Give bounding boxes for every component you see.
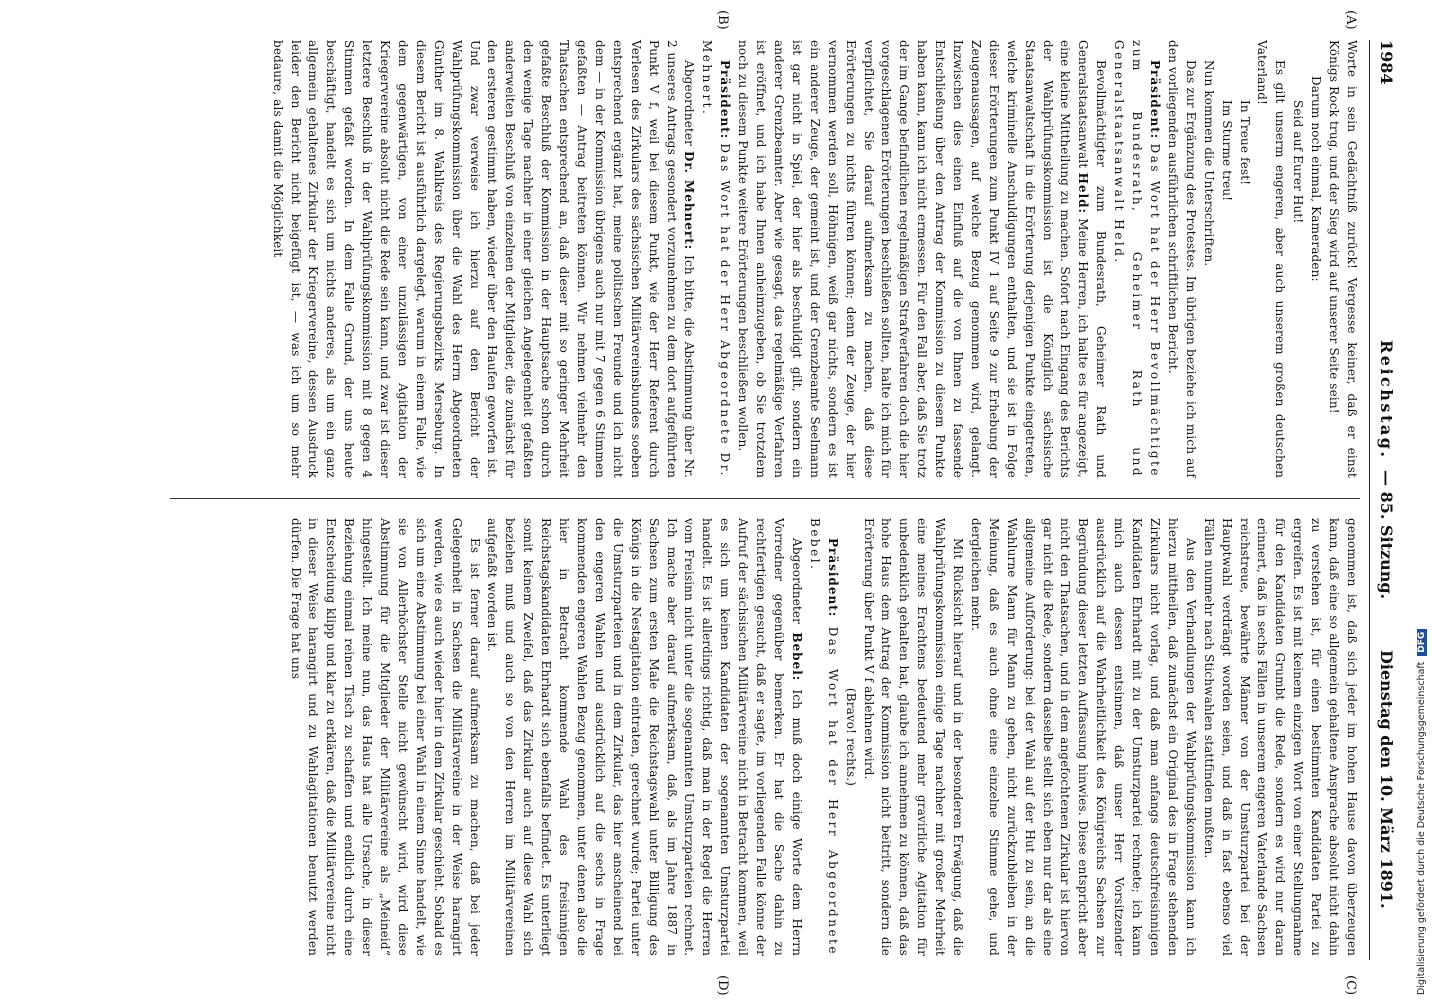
page-header [1374,40,1396,960]
credit-text: Digitalisierung gefördert durch die Deutsche Forschungsgemeinschaft [1416,661,1427,995]
speaker-name: Bebel: [789,632,804,682]
header-rule [1369,40,1370,960]
verse-line: Darum noch einmal, Kameraden: [1309,76,1324,282]
header-title: Reichstag. [1377,340,1396,460]
header-session: — 85. Sitzung. [1377,470,1396,600]
dfg-logo: DFG [1417,629,1427,656]
speaker-name: Held: [1076,172,1091,214]
speaker-label: Präsident: [718,60,733,140]
left-column [268,40,1360,478]
president-statement [1109,40,1163,478]
header-date: Dienstag den 10. März 1891. [1377,650,1396,909]
verse-line: Seid auf Eurer Hut! [1291,100,1306,224]
verse-line: Im Sturme treu! [1219,100,1234,202]
speech [733,40,1109,478]
paragraph: Worte in sein Gedächtniß zurück! Vergesse keiner, daß er einst Königs Rock trug, und der Sieg wird auf unserer Seite sein! [1327,40,1359,478]
paragraph: Das zur Ergänzung des Protestes. Im übrigen beziehe ich mich auf den vorliegenden ausführlichen schriftlichen Bericht. [1165,40,1198,478]
statement-text: Das Wort hat der Herr Bevollmächtigte zum Bundesrath, Geheimer Rath und Generalstaatsanwalt Held. [1112,40,1163,479]
speech [483,518,805,956]
margin-mark-a: (A) [1343,10,1358,30]
margin-mark-b: (B) [715,10,730,30]
paragraph: Mit Rücksicht hierauf und in der besonderen Erwägung, daß die Wahlprüfungskommission einige Tage nachher mit großer Mehrheit eine meines Erachtens bedeutend mehr gravirliche Agitation für unbedenklich gehalten hat, glaube ich annehmen zu können, daß das hohe Haus dem Antrag der Kommission nicht beitritt, sondern die Erörterung über Punkt V f ablehnen wird. [861,518,966,956]
speaker-intro: Bevollmächtigter zum Bundesrath, Geheimer Rath und Generalstaatsanwalt [1076,40,1109,478]
applause-note: (Bravo! rechts.) [843,687,858,787]
digitization-credit [1416,15,1427,995]
speaker-label: Präsident: [1148,60,1163,140]
paragraph: Aus den Verhandlungen der Wahlprüfungskommission kann ich hierzu mittheilen, daß zunächst ein Original des in Frage stehenden Zirkulars nicht vorlag, und daß man anfangs deutschfreisinnigen Kandidaten Ehrhardt mit zu der Umsturzpartei rechnete; ich kann mich auch dessen entsinnen, daß unser Herr Vorsitzender ausdrücklich auf die Wahrheitlichkeit des Königreichs Sachsen zur Begründung dieser letzten Auffassung hinwies. Diese entspricht aber nicht den Thatsachen, und in dem angefochtenen Zirkular ist hiervon gar nicht die Rede, sondern dasselbe stellt sich eben nur dar als eine allgemeine Aufforderung: bei der Wahl auf der Hut zu sein, an die Wahlurne Mann für Mann zu gehen, nicht zurückzubleiben in der Meinung, daß es auch ohne eine einzelne Stimme gehe, und dergleichen mehr. [968,518,1198,956]
statement-text: Das Wort hat der Herr Abgeordnete Dr. Mehnert. [700,40,733,478]
president-statement [697,40,733,478]
paragraph: genommen ist, daß sich jeder im hohen Hause davon überzeugen kann, daß eine so allgemein gehaltene Ansprache absolut nicht dahin zu verstehen ist, für einen bestimmten Kandidaten Partei zu ergreifen. Es ist mit keinem einzigen Wort von einer Stellungnahme für den Kandidaten Grumbt die Rede, sondern es wird nur daran erinnert, daß in sechs Fällen in unserem engeren Vaterlande Sachsen reichstreue, bewährte Männer von der Umsturzpartei bei der Hauptwahl verdrängt worden seien, und daß in fast ebenso viel Fällen nunmehr nach Stichwahlen stattfinden mußten. [1201,518,1359,956]
speech-text: Ich muß doch einige Worte dem Herrn Vorredner gegenüber bemerken. Er hat die Sache dahin zu rechtfertigen gesucht, daß er sagte, im vorliegenden Falle könne der Aufruf der sächsischen Militärvereine nicht in Betracht kommen, weil es sich um keinen Kandidaten der sogenannten Umsturzpartei handelt. Es ist allerdings richtig, daß man in der Regel die Herren vom Freisinn nicht unter die sogenannten Umsturzparteien rechnet. Ich mache aber darauf aufmerksam, daß, als im Jahre 1887 in Sachsen zum ersten Male die Reichstagswahl unter Billigung des Königs in die Nestagitation eintraten, gerechnet wurde; Partei unter die Umsturzparteien und in dem Zirkular, das hier anscheinend bei den engeren Wahlen und ausdrücklich auf die sechs in Frage kommenden engeren Wahlen Bezug genommen, unter denen also die hier in Betracht kommende Wahl des freisinnigen Reichstagskandidaten Ehrhardt sich ebenfalls befindet. Es unterliegt somit keinem Zweifel, daß das Zirkular auch auf diese Wahl sich beziehen muß und auch so von den Herren im Militärvereinen aufgefaßt worden ist. [485,518,804,956]
paragraph: Es ist ferner darauf aufmerksam zu machen, daß bei jeder Gelegenheit in Sachsen die Militärvereine in der Weise harangirt werden, wie es auch wieder hier in dem Zirkular geschieht. Sobald es sich um eine Abstimmung bei einer Wahl in einem Sinne handelt, wie sie von Allerhöchster Stelle nicht gewünscht wird, wird diese Abstimmung für die Mitglieder der Militärvereine als „Meineid“ hingestellt. Ich meine nun, das Haus hat alle Ursache, in dieser Beziehung einmal reinen Tisch zu schaffen und endlich durch eine Entscheidung klipp und klar zu erklären, daß die Militärvereine nicht in dieser Weise harangirt und zu Wahlagitationen benutzt werden dürfen. Die Frage hat uns [288,518,482,956]
margin-mark-c: (C) [1343,975,1358,996]
speaker-intro: Abgeordneter [682,60,697,147]
statement-text: Das Wort hat der Herr Abgeordnete Bebel. [807,518,840,956]
right-column [286,518,1360,956]
header-page-number: 1984 [1377,40,1396,85]
speaker-name: Dr. Mehnert: [682,151,697,251]
paragraph: Nun kommen die Unterschriften. [1201,60,1216,267]
column-divider [170,498,1360,499]
speech-text: Ich bitte, die Abstimmung über Nr. 2 unseres Antrags gesondert vorzunehmen zu dem dort aufgeführten Punkt V f, weil bei diesem Punkt, wie der Herr Referent durch Verlesen des Zirkulars des sächsischen Militärvereinsbundes soeben entsprechend ergänzt hat, meine politischen Freunde und ich nicht dem — in der Kommission übrigens auch nur mit 7 gegen 6 Stimmen gefaßten — Antrag beitreten können. Wir nehmen vielmehr den Thatsachen entsprechend an, daß dieser mit so geringer Mehrheit gefaßte Beschluß der Kommission in der Hauptsache schon durch den wenige Tage nachher in einer gleichen Angelegenheit gefaßten anderweiten Beschluß von einzelnen der Mitglieder, die zunächst für den ersteren gestimmt haben, wieder über den Haufen geworfen ist. Und zwar verweise ich hierzu auf den Bericht der Wahlprüfungskommission über die Wahl des Herrn Abgeordneten Günther im 8. Wahlkreis des Regierungsbezirks Merseburg. In diesem Bericht ist ausführlich dargelegt, warum in einem Falle, wie dem gegenwärtigen, von einer unzulässigen Agitation der Kriegervereine absolut nicht die Rede sein kann, und zwar ist dieser letztere Beschluß in der Wahlprüfungskommission mit 8 gegen 4 Stimmen gefaßt worden. In dem Falle Grund, der uns heute beschäftigt, handelt es sich um nichts anderes, als um ein ganz allgemein gehaltenes Zirkular der Kriegervereine, dessen Ausdruck leider den Bericht nicht beigefügt ist, — was ich um so mehr bedaure, als damit die Möglichkeit [270,40,697,479]
verse-line: In Treue fest! [1237,100,1252,186]
speech-text: Meine Herren, ich halte es für angezeigt, eine kleine Mittheilung zu machen. Sofort nach Eingang des Berichts der Wahlprüfungskommission ist die Königlich sächsische Staatsanwaltschaft in die Erörterung derjenigen Punkte eingetreten, welche kriminelle Anschuldigungen enthalten, und sie ist in Folge dieser Erörterungen zum Punkt IV 1 auf Seite 9 zur Erhebung der Zeugenaussagen, auf welche Bezug genommen wird, gelangt. Inzwischen dies einen Einfluß auf die von Ihnen zu fassende Entschließung über den Antrag der Kommission zu diesem Punkte haben kann, kann ich nicht ermessen. Für den Fall aber, daß Sie trotz der im Gange befindlichen regelmäßigen Strafverfahren doch die hier vorgeschlagenen Erörterungen beschließen sollten, halte ich mich für verpflichtet, Sie darauf aufmerksam zu machen, daß diese Erörterungen zu nichts führen können; denn der Zeuge, der hier vernommen werden soll, Höhnigen, weiß gar nichts, sondern es ist ein anderer Zeuge, der gemeint ist, und der Grenzbeamte Seelmann ist gar nicht in Spiel, der hier als beschuldigt gilt, sondern ein anderer Grenzbeamter. Aber wie gesagt, das regelmäßige Verfahren ist eröffnet, und ich habe Ihnen anheimzugeben, ob Sie trotzdem noch zu diesem Punkte weitere Erörterungen beschließen wollen. [736,40,1091,478]
margin-mark-d: (D) [715,975,730,996]
speaker-intro: Abgeordneter [789,538,804,625]
speaker-label: Präsident: [825,538,840,618]
speech [268,40,698,478]
president-statement [805,518,841,956]
rotated-page-content [80,0,1420,1000]
paragraph: Es gilt unserm engeren, aber auch unserem großen deutschen Vaterland! [1255,40,1288,478]
